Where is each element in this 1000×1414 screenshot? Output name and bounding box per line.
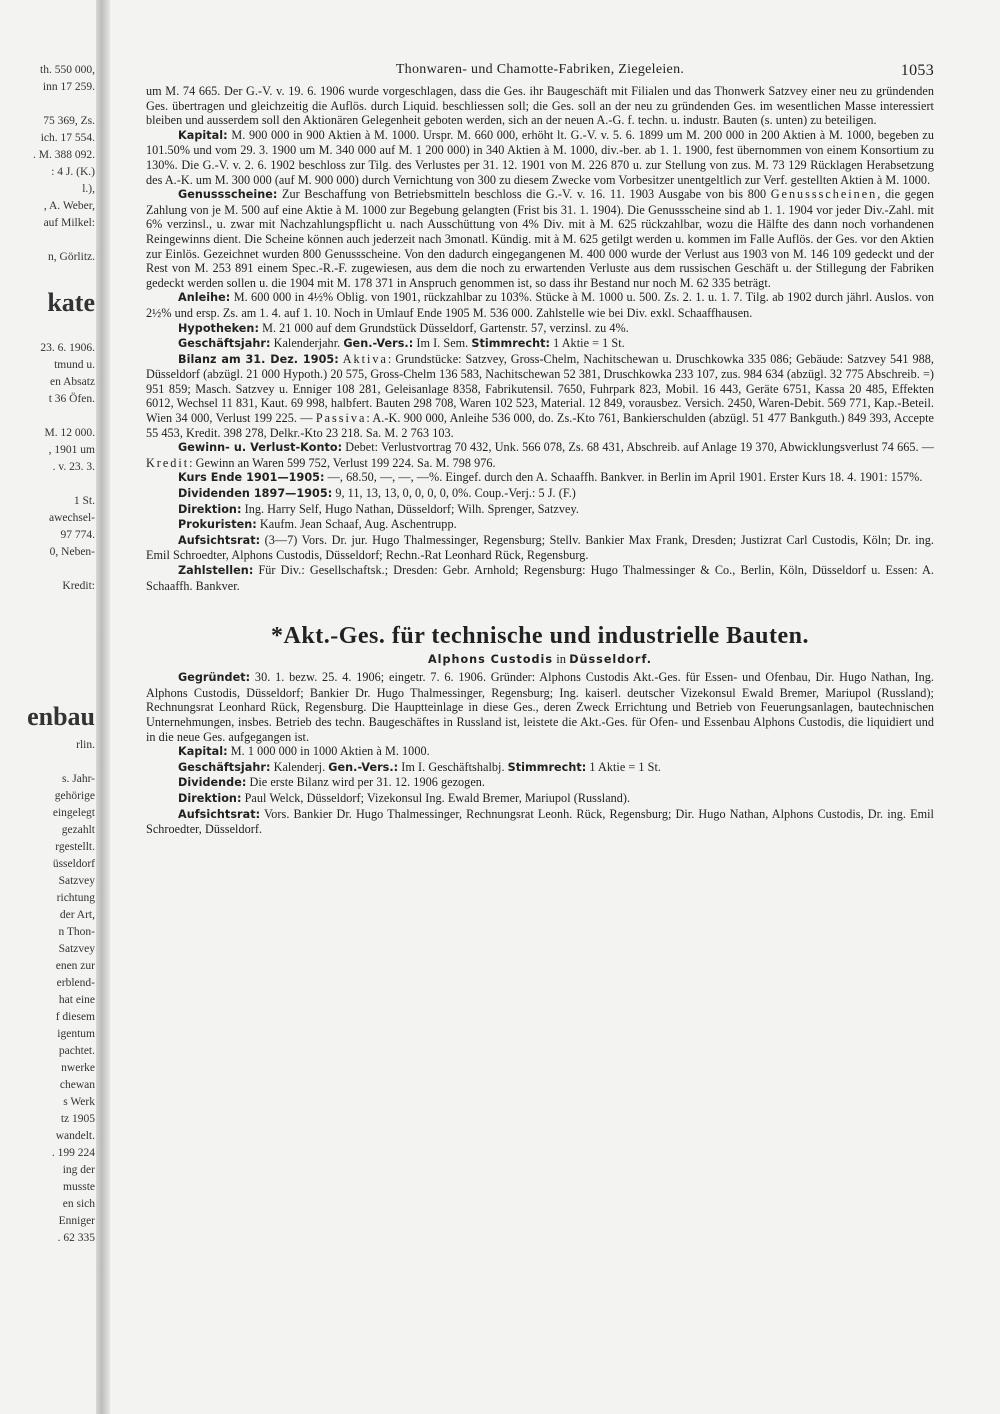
keyword-dividenden: Dividenden 1897—1905: bbox=[178, 487, 333, 501]
keyword-bilanz: Bilanz am 31. Dez. 1905: bbox=[178, 352, 339, 366]
paragraph-geschaeftsjahr: Geschäftsjahr: Kalenderjahr. Gen.-Vers.: Im I. Sem. Stimmrecht: 1 Aktie = 1 St. bbox=[178, 336, 625, 351]
left-fragment-line bbox=[0, 476, 95, 493]
paragraph-gewinn-verlust: Gewinn- u. Verlust-Konto: Debet: Verlustvortrag 70 432, Unk. 566 078, Zs. 68 431, Abschreib. auf Anlage 19 370, Abwicklungsverlust 74 665. — Kredit: Gewinn an Waren 599 752, Verlust 199 224. Sa. M. 798 976. bbox=[146, 440, 935, 470]
running-header bbox=[146, 62, 934, 82]
left-fragment-line bbox=[0, 266, 95, 283]
paragraph-dividende-2: Dividende: Die erste Bilanz wird per 31. 12. 1906 gezogen. bbox=[178, 775, 486, 790]
left-fragment-line bbox=[0, 754, 95, 771]
left-fragment-line: : 4 J. (K.) bbox=[51, 166, 95, 178]
paragraph-gegruendet: Gegründet: 30. 1. bezw. 25. 4. 1906; eingetr. 7. 6. 1906. Gründer: Alphons Custodis Akt.-Ges. für Essen- und Ofenbau, Dir. Hugo Nathan, Ing. Alphons Custodis, Düsseldorf; Bankier Dr. Hugo Thalmessinger, Regensburg; Ing. kaiserl. deutscher Vizekonsul Ewald Bremer, Mariupol (Russland); Rechnungsrat Leonhard Rück, Regensburg. Die Hauptteinlage in diese Ges., deren Zweck Errichtung und Betrieb von Feuerungsanlagen, bautechnischen Unternehmungen, insbes. Betrieb des techn. Baugeschäftes in Russland ist, leistete die Akt.-Ges. für Ofen- und Essenbau Alphons Custodis, die liquidiert und in die neue Ges. aufgegangen ist. bbox=[146, 670, 934, 744]
paragraph-zahlstellen: Zahlstellen: Für Div.: Gesellschaftsk.; Dresden: Gebr. Arnhold; Regensburg: Hugo Thalmessinger & Co., Berlin, Köln, Düsseldorf u. Essen: A. Schaaffh. Bankver. bbox=[146, 563, 934, 593]
keyword-genussscheine: Genussscheine: bbox=[178, 188, 278, 202]
left-fragment-line: 0, Neben- bbox=[49, 546, 95, 558]
main-column bbox=[146, 84, 934, 837]
left-fragment-line: 75 369, Zs. bbox=[43, 115, 95, 127]
paragraph-kapital-2: Kapital: M. 1 000 000 in 1000 Aktien à M. 1000. bbox=[178, 744, 430, 759]
left-fragment-line: th. 550 000, bbox=[40, 64, 95, 76]
left-fragment-line: gezahlt bbox=[61, 824, 95, 836]
left-fragment-line: nwerke bbox=[61, 1062, 95, 1074]
left-fragment-line: der Art, bbox=[59, 909, 95, 921]
left-fragment-line bbox=[0, 629, 95, 646]
left-fragment-line: l.), bbox=[82, 183, 95, 195]
left-fragment-line: f diesem bbox=[55, 1011, 95, 1023]
left-fragment-line bbox=[0, 323, 95, 340]
paragraph-geschaeftsjahr-2: Geschäftsjahr: Kalenderj. Gen.-Vers.: Im I. Geschäftshalbj. Stimmrecht: 1 Aktie = 1 St. bbox=[178, 759, 662, 774]
left-fragment-line: enen zur bbox=[55, 960, 95, 972]
paragraph-prokuristen: Prokuristen: Kaufm. Jean Schaaf, Aug. Aschentrupp. bbox=[178, 517, 457, 532]
left-fragment-line: eingelegt bbox=[52, 807, 95, 819]
left-fragment-line: n Thon- bbox=[58, 926, 95, 938]
keyword-geschaeftsjahr: Geschäftsjahr: bbox=[178, 337, 271, 351]
keyword-gewinn-verlust: Gewinn- u. Verlust-Konto: bbox=[178, 441, 343, 455]
left-fragment-line: s Werk bbox=[63, 1096, 95, 1108]
left-fragment-line bbox=[0, 232, 95, 249]
paragraph-aufsichtsrat-2: Aufsichtsrat: Vors. Bankier Dr. Hugo Thalmessinger, Rechnungsrat Leonh. Rück, Regensburg; Dir. Hugo Nathan, Alphons Custodis, Dr. ing. Emil Schroedter, Düsseldorf. bbox=[146, 806, 934, 837]
left-fragment-line: Satzvey bbox=[58, 943, 95, 955]
keyword-gegruendet: Gegründet: bbox=[178, 671, 251, 685]
left-fragment-line: üsseldorf bbox=[52, 858, 95, 870]
left-fragment-line: rgestellt. bbox=[55, 841, 95, 853]
left-fragment-line: en sich bbox=[62, 1198, 95, 1210]
left-fragment-line bbox=[0, 612, 95, 629]
left-fragment-line: n, Görlitz. bbox=[48, 251, 95, 263]
keyword-kapital-2: Kapital: bbox=[178, 745, 228, 759]
left-fragment-line bbox=[0, 663, 95, 680]
left-fragment-line: musste bbox=[63, 1181, 95, 1193]
left-fragment-line: . M. 388 092. bbox=[33, 149, 95, 161]
left-fragment-line: s. Jahr- bbox=[62, 773, 95, 785]
left-fragment-line: tz 1905 bbox=[60, 1113, 95, 1125]
left-fragment-line: en Absatz bbox=[49, 376, 95, 388]
left-fragment-line: hat eine bbox=[58, 994, 95, 1006]
left-fragment-line: . 199 224 bbox=[51, 1147, 95, 1159]
left-page-fragment bbox=[0, 62, 95, 1247]
keyword-aufsichtsrat: Aufsichtsrat: bbox=[178, 533, 261, 547]
left-fragment-line: , A. Weber, bbox=[43, 200, 95, 212]
keyword-geschaeftsjahr-2: Geschäftsjahr: bbox=[178, 760, 271, 774]
left-fragment-line bbox=[0, 561, 95, 578]
book-spine bbox=[96, 0, 110, 1414]
left-fragment-line: t 36 Öfen. bbox=[48, 393, 95, 405]
keyword-direktion: Direktion: bbox=[178, 502, 242, 516]
left-fragment-line: inn 17 259. bbox=[42, 81, 95, 93]
left-fragment-line: awechsel- bbox=[49, 512, 95, 524]
company-title: *Akt.-Ges. für technische und industrielle Bauten. bbox=[271, 623, 809, 650]
paragraph-aufsichtsrat: Aufsichtsrat: (3—7) Vors. Dr. jur. Hugo Thalmessinger, Regensburg; Stellv. Bankier Max Frank, Dresden; Justizrat Carl Custodis, Köln; Dr. ing. Emil Schroedter, Alphons Custodis, Düsseldorf; Rechn.-Rat Leonhard Rück, Regensburg. bbox=[146, 532, 934, 563]
keyword-direktion-2: Direktion: bbox=[178, 791, 242, 805]
header-title: Thonwaren- und Chamotte-Fabriken, Ziegeleien. bbox=[395, 62, 685, 77]
left-fragment-heading: enbau bbox=[27, 702, 95, 731]
paragraph-bilanz: Bilanz am 31. Dez. 1905: Aktiva: Grundstücke: Satzvey, Gross-Chelm, Nachitschewan u. Druschkowka 335 086; Gebäude: Satzvey 541 988, Düsseldorf (abzügl. 21 000 Hypoth.) 20 575, Gross-Chelm 136 583, Nachitschewan 52 381, Druschkowka 233 107, zus. 984 634 (abzügl. 32 775 Abschreib. =) 951 859; Masch. Satzvey u. Enniger 108 281, Geleisanlage 8358, Fabrikutensil. 7650, Fuhrpark 823, Mobil. 16 443, Geräte 6751, Kassa 20 485, Effekten 6012, Wechsel 11 831, Kaut. 69 998, halbfert. Bauten 298 708, Waren 102 523, Material. 12 849, vorausbez. Versich. 2450, Waren-Debit. 569 771, Kap.-Beteil. Wien 34 000, Verlust 199 225. — Passiva: A.-K. 900 000, Anleihe 536 000, do. Zs.-Kto 761, Bankierschulden (abzügl. 51 477 Bankguth.) 849 393, Accepte 55 453, Kredit. 398 278, Delkr.-Kto 23 218. Sa. M. 2 763 103. bbox=[146, 351, 935, 440]
left-fragment-line: rlin. bbox=[76, 739, 95, 751]
paragraph-anleihe: Anleihe: M. 600 000 in 4½% Oblig. von 1901, rückzahlbar zu 103%. Stücke à M. 1000 u. 500. Zs. 2. 1. u. 1. 7. Tilg. ab 1902 durch jährl. Auslos. von 2½% und ersp. Zs. am 1. 4. auf 1. 10. Noch in Umlauf Ende 1905 M. 536 000. Zahlstelle wie bei Div. exkl. Schaaffhausen. bbox=[146, 290, 934, 320]
paragraph-dividenden: Dividenden 1897—1905: 9, 11, 13, 13, 0, 0, 0, 0, 0%. Coup.-Verj.: 5 J. (F.) bbox=[178, 486, 576, 501]
left-fragment-line: auf Milkel: bbox=[43, 217, 95, 229]
company-subtitle: Alphons Custodis in Düsseldorf. bbox=[428, 652, 652, 667]
keyword-aufsichtsrat-2: Aufsichtsrat: bbox=[178, 807, 261, 821]
keyword-prokuristen: Prokuristen: bbox=[178, 518, 257, 532]
paragraph-direktion-2: Direktion: Paul Welck, Düsseldorf; Vizekonsul Ing. Ewald Bremer, Mariupol (Russland). bbox=[178, 790, 631, 805]
paragraph-direktion: Direktion: Ing. Harry Self, Hugo Nathan, Düsseldorf; Wilh. Sprenger, Satzvey. bbox=[178, 501, 579, 516]
left-fragment-line: pachtet. bbox=[58, 1045, 95, 1057]
left-fragment-line bbox=[0, 680, 95, 697]
keyword-kapital: Kapital: bbox=[178, 128, 228, 142]
left-fragment-line: ing der bbox=[62, 1164, 95, 1176]
left-fragment-line bbox=[0, 96, 95, 113]
left-fragment-line: igentum bbox=[57, 1028, 95, 1040]
left-fragment-line: erblend- bbox=[56, 977, 95, 989]
left-fragment-line: wandelt. bbox=[55, 1130, 95, 1142]
paragraph-intro: um M. 74 665. Der G.-V. v. 19. 6. 1906 wurde vorgeschlagen, dass die Ges. ihr Baugeschäft mit Filialen und das Thonwerk Satzvey einer neu zu gründenden Ges. übertragen und gleichzeitig die Auflös. durch Liquid. beschliessen soll; die Ges. soll an der neu zu gründenden Ges. im wesentlichen Masse interessiert bleiben und ausserdem soll den Aktionären Gelegenheit geboten werden, sich an der neuen A.-G. f. techn. u. industr. Bauten (s. unten) zu beteiligen. bbox=[146, 84, 934, 128]
left-fragment-line bbox=[0, 646, 95, 663]
left-fragment-line: richtung bbox=[56, 892, 95, 904]
left-fragment-line: Satzvey bbox=[58, 875, 95, 887]
left-fragment-line: Kredit: bbox=[62, 580, 95, 592]
left-fragment-line: chewan bbox=[59, 1079, 95, 1091]
keyword-dividende-2: Dividende: bbox=[178, 776, 247, 790]
paragraph-kurs: Kurs Ende 1901—1905: —, 68.50, —, —, —%. Eingef. durch den A. Schaaffh. Bankver. in Berlin im April 1901. Erster Kurs 18. 4. 1901: 157%. bbox=[178, 470, 923, 485]
paragraph-genussscheine: Genussscheine: Zur Beschaffung von Betriebsmitteln beschloss die G.-V. v. 16. 11. 1903 Ausgabe von bis 800 Genussscheinen, die gegen Zahlung von je M. 500 auf eine Aktie à M. 1000 zur Begebung gelangten (Frist bis 31. 1. 1904). Die Genussscheine sind ab 1. 1. 1904 vor jeder Div.-Zahl. mit 6% verzinsl., u. zwar mit Nachzahlungspflicht u. nach Ausschüttung von 4% Div. mit à M. 625 rückzahlbar, wozu die Hälfte des dann noch vorhandenen Reingewinns dient. Die Scheine können auch jederzeit nach 3monatl. Kündig. mit à M. 625 getilgt werden u. kommen im Falle Auflös. der Ges. vor den Aktien zur Einlös. Gezeichnet wurden 800 Genussscheine. Von den dadurch eingegangenen M. 400 000 wurde der Verlust aus 1903 von M. 146 109 gedeckt und der Rest von M. 253 891 einem Spec.-R.-F. zugewiesen, aus dem die noch zu erwartenden Verluste aus dem russischen Geschäft u. der Stillegung der Fabriken gedeckt werden sollen u. die 1904 mit M. 178 371 in Anspruch genommen ist, so dass ihr Bestand nur noch M. 62 335 beträgt. bbox=[146, 187, 934, 290]
left-fragment-line: tmund u. bbox=[54, 359, 95, 371]
left-fragment-line: Enniger bbox=[58, 1215, 95, 1227]
left-fragment-line bbox=[0, 408, 95, 425]
keyword-hypotheken: Hypotheken: bbox=[178, 321, 259, 335]
keyword-kurs: Kurs Ende 1901—1905: bbox=[178, 471, 325, 485]
left-fragment-line: . v. 23. 3. bbox=[52, 461, 95, 473]
left-fragment-heading: kate bbox=[47, 288, 95, 317]
keyword-anleihe: Anleihe: bbox=[178, 291, 231, 305]
paragraph-kapital: Kapital: M. 900 000 in 900 Aktien à M. 1000. Urspr. M. 660 000, erhöht lt. G.-V. v. 5. 6. 1899 um M. 200 000 in 200 Aktien à M. 1000, begeben zu 101.50% und vom 29. 3. 1900 um M. 340 000 auf M. 1 200 000) in 340 Aktien à M. 1000, div.-ber. ab 1. 1. 1900, fest übernommen von einem Konsortium zu 130%. Die G.-V. v. 2. 6. 1902 beschloss zur Tilg. des Verlustes per 31. 12. 1901 von M. 226 870 u. zur Stellung von zus. M. 73 129 Rücklagen Herabsetzung des A.-K. um M. 300 000 (auf M. 900 000) durch Vernichtung von 300 zu diesem Zwecke vom Vorbesitzer unentgeltlich zur Verf. gestellten Aktien à M. 1000. bbox=[146, 127, 934, 187]
keyword-zahlstellen: Zahlstellen: bbox=[178, 564, 254, 577]
left-fragment-line: gehörige bbox=[54, 790, 95, 802]
left-fragment-line: 97 774. bbox=[60, 529, 95, 541]
left-fragment-line: ich. 17 554. bbox=[40, 132, 95, 144]
left-fragment-line: 1 St. bbox=[73, 495, 95, 507]
paragraph-hypotheken: Hypotheken: M. 21 000 auf dem Grundstück Düsseldorf, Gartenstr. 57, verzinsl. zu 4%. bbox=[178, 320, 629, 335]
left-fragment-line: . 62 335 bbox=[57, 1232, 95, 1244]
page-number: 1053 bbox=[900, 62, 934, 79]
left-fragment-line: , 1901 um bbox=[48, 444, 95, 456]
left-fragment-line: M. 12 000. bbox=[44, 427, 95, 439]
left-fragment-line: 23. 6. 1906. bbox=[40, 342, 95, 354]
left-fragment-line bbox=[0, 595, 95, 612]
